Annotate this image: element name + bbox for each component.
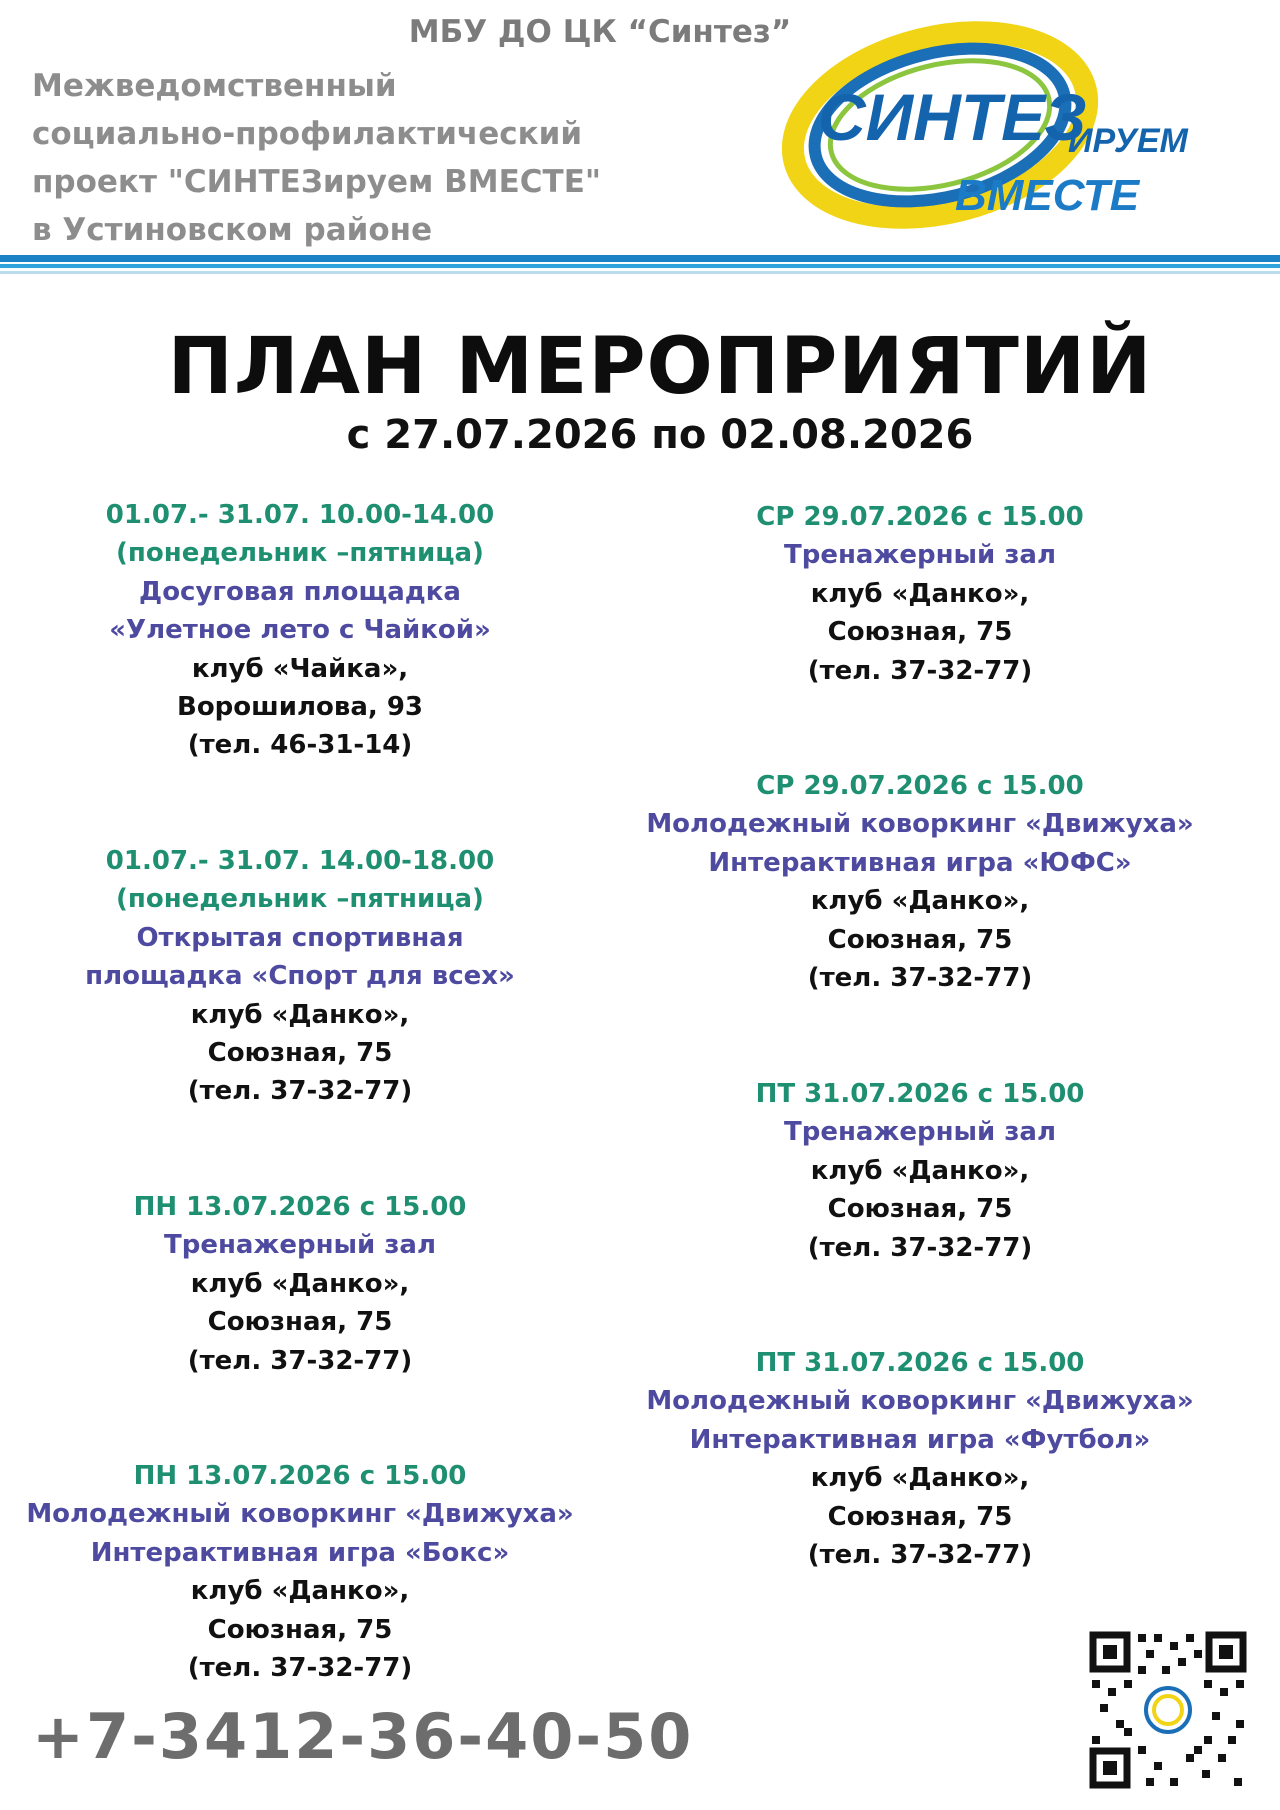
event-where: (тел. 37-32-77) — [807, 963, 1033, 994]
event-where: клуб «Данко», — [810, 886, 1030, 917]
event-right-4 — [610, 1344, 1230, 1574]
event-what: Тренажерный зал — [783, 540, 1057, 571]
event-where: Союзная, 75 — [827, 617, 1013, 648]
sintez-logo — [780, 20, 1280, 230]
event-where: клуб «Чайка», — [191, 653, 409, 684]
event-where: Союзная, 75 — [827, 924, 1013, 955]
event-where: клуб «Данко», — [190, 999, 410, 1030]
event-left-2 — [0, 842, 610, 1111]
event-when: ПН 13.07.2026 с 15.00 — [133, 1461, 467, 1491]
event-what: Молодежный коворкинг «Движуха» — [646, 809, 1194, 840]
event-where: (тел. 37-32-77) — [807, 1232, 1033, 1263]
contact-phone: +7-3412-36-40-50 — [32, 1700, 694, 1773]
event-where: (тел. 37-32-77) — [187, 1345, 413, 1376]
header-divider-light — [0, 271, 1280, 274]
event-where: клуб «Данко», — [810, 578, 1030, 609]
project-line: проект "СИНТЕЗируем ВМЕСТЕ" — [32, 164, 602, 200]
event-what: Интерактивная игра «Бокс» — [90, 1537, 510, 1568]
event-where: клуб «Данко», — [810, 1155, 1030, 1186]
event-what: Досуговая площадка — [139, 576, 461, 607]
event-where: клуб «Данко», — [810, 1463, 1030, 1494]
event-what: Интерактивная игра «ЮФС» — [708, 847, 1132, 878]
event-left-1 — [0, 496, 610, 765]
event-when: (понедельник –пятница) — [116, 538, 484, 569]
project-line: Межведомственный — [32, 68, 397, 104]
event-what: Тренажерный зал — [163, 1230, 437, 1261]
event-where: (тел. 37-32-77) — [187, 1076, 413, 1107]
event-where: (тел. 46-31-14) — [187, 730, 413, 761]
event-left-4 — [0, 1457, 610, 1687]
logo-word-2: ВМЕСТЕ — [955, 171, 1140, 220]
project-line: в Устиновском районе — [32, 212, 433, 248]
event-where: Ворошилова, 93 — [177, 692, 423, 723]
event-what: «Улетное лето с Чайкой» — [109, 615, 491, 646]
header-divider-dark — [0, 255, 1280, 262]
event-when: ПН 13.07.2026 с 15.00 — [133, 1192, 467, 1222]
event-right-2 — [610, 767, 1230, 997]
page-title: ПЛАН МЕРОПРИЯТИЙ — [167, 322, 1153, 412]
event-what: площадка «Спорт для всех» — [85, 961, 515, 992]
logo-word-1-suffix: ИРУЕМ — [1068, 122, 1188, 160]
event-when: ПТ 31.07.2026 с 15.00 — [755, 1348, 1085, 1378]
event-where: (тел. 37-32-77) — [807, 655, 1033, 686]
event-what: Открытая спортивная — [136, 922, 464, 953]
qr-code-icon[interactable] — [1088, 1630, 1248, 1790]
event-where: Союзная, 75 — [827, 1194, 1013, 1225]
event-when: 01.07.- 31.07. 10.00-14.00 — [105, 500, 495, 530]
event-right-3 — [610, 1075, 1230, 1267]
event-where: клуб «Данко», — [190, 1576, 410, 1607]
header-divider-mid — [0, 264, 1280, 268]
event-when: ПТ 31.07.2026 с 15.00 — [755, 1079, 1085, 1109]
project-line: социально-профилактический — [32, 116, 583, 152]
event-left-3 — [0, 1188, 610, 1380]
event-where: клуб «Данко», — [190, 1268, 410, 1299]
period: с 27.07.2026 по 02.08.2026 — [346, 412, 974, 458]
project-description — [32, 62, 672, 254]
event-where: (тел. 37-32-77) — [807, 1540, 1033, 1571]
event-where: Союзная, 75 — [827, 1501, 1013, 1532]
event-right-1 — [610, 498, 1230, 690]
event-when: СР 29.07.2026 с 15.00 — [756, 502, 1084, 532]
event-where: Союзная, 75 — [207, 1307, 393, 1338]
event-when: СР 29.07.2026 с 15.00 — [756, 771, 1084, 801]
event-what: Молодежный коворкинг «Движуха» — [26, 1499, 574, 1530]
event-where: Союзная, 75 — [207, 1038, 393, 1069]
event-what: Тренажерный зал — [783, 1117, 1057, 1148]
logo-word-1: СИНТЕЗ — [818, 80, 1087, 154]
event-when: 01.07.- 31.07. 14.00-18.00 — [105, 846, 495, 876]
event-where: Союзная, 75 — [207, 1614, 393, 1645]
event-when: (понедельник –пятница) — [116, 884, 484, 915]
event-where: (тел. 37-32-77) — [187, 1653, 413, 1684]
org-name: МБУ ДО ЦК “Синтез” — [408, 14, 792, 50]
event-what: Интерактивная игра «Футбол» — [689, 1424, 1151, 1455]
event-what: Молодежный коворкинг «Движуха» — [646, 1386, 1194, 1417]
